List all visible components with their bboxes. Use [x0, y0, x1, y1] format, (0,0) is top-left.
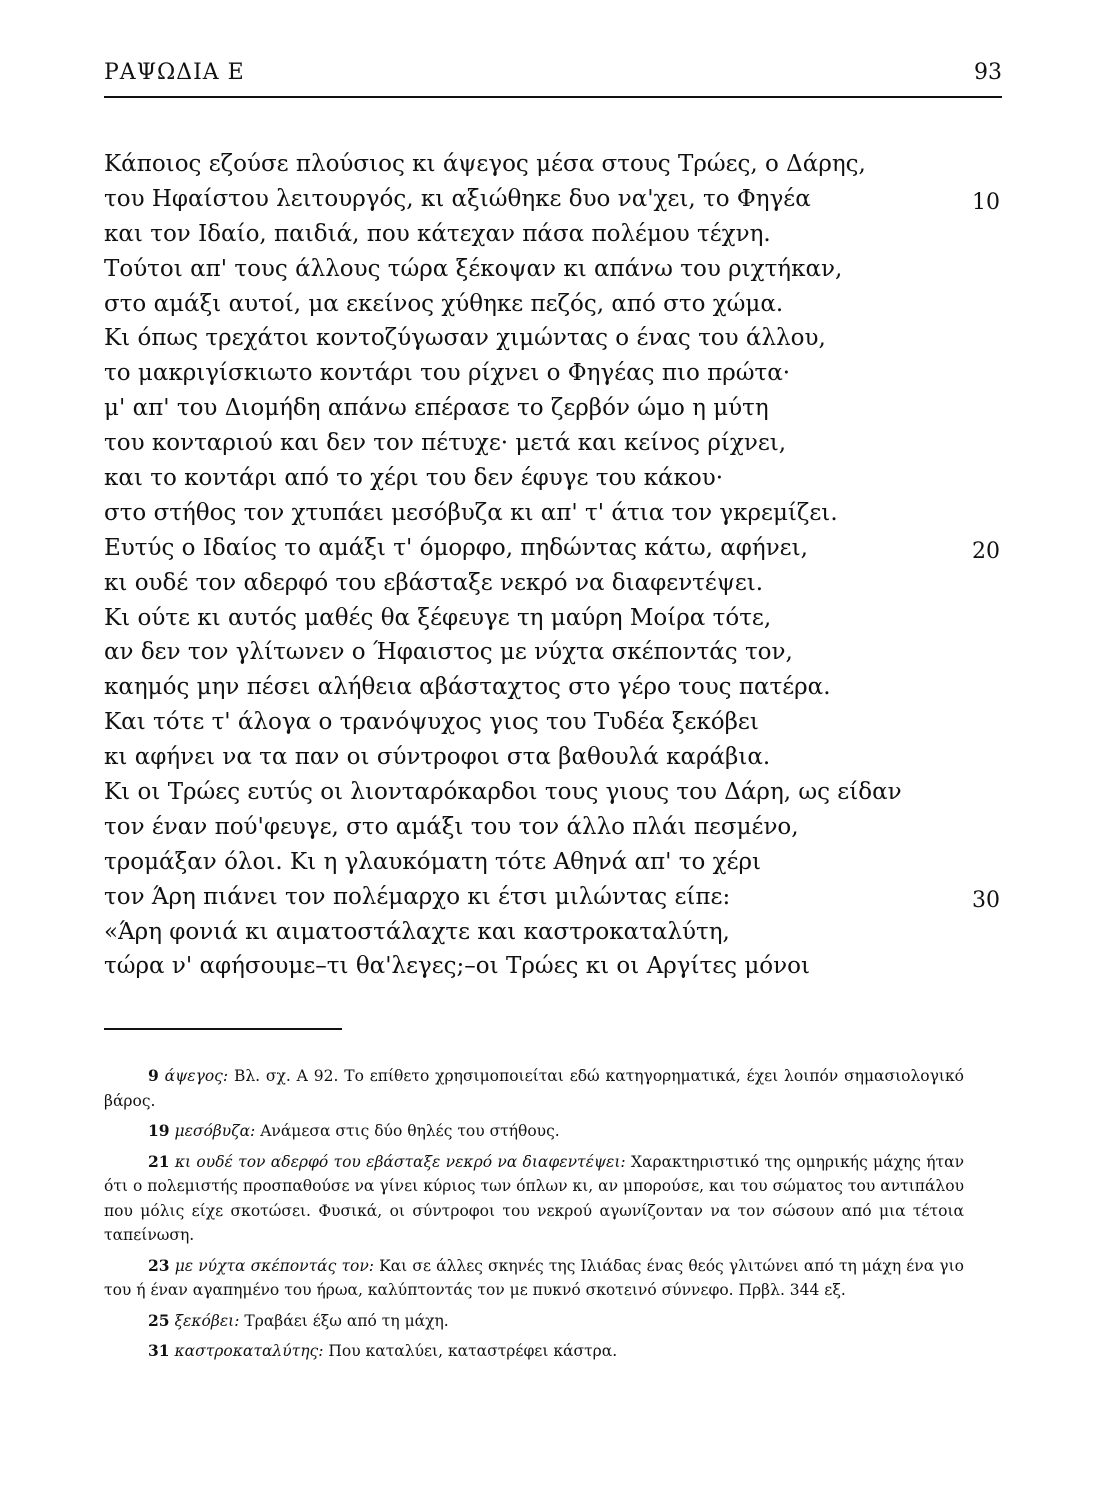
footnote	[104, 1119, 964, 1144]
chapter-title: ΡΑΨΩΔΙΑ Ε	[104, 60, 245, 85]
verse-line: το μακριγίσκιωτο κοντάρι του ρίχνει ο Φηγέας πιο πρώτα·	[104, 360, 791, 387]
verse-line: στο στήθος τον χτυπάει μεσόβυζα κι απ' τ' άτια τον γκρεμίζει.	[104, 499, 838, 526]
header-rule	[104, 96, 1002, 98]
footnote	[104, 1309, 964, 1334]
footnote	[104, 1064, 964, 1113]
verse-line: Κάποιος εζούσε πλούσιος κι άψεγος μέσα στους Τρώες, ο Δάρης,	[104, 151, 866, 177]
running-header	[104, 60, 1002, 96]
footnote-ref: 25	[148, 1310, 170, 1330]
footnote-rule	[104, 1028, 342, 1030]
footnote-text: Που καταλύει, καταστρέφει κάστρα.	[323, 1342, 618, 1360]
verse-line: στο αμάξι αυτοί, μα εκείνος χύθηκε πεζός, από στο χώμα.	[104, 290, 784, 317]
verse-line: Και τότε τ' άλογα ο τρανόψυχος γιος του Τυδέα ξεκόβει	[104, 709, 759, 736]
verse-line: «Άρη φονιά κι αιματοστάλαχτε και καστροκαταλύτη,	[104, 918, 730, 945]
footnote-lemma: ξεκόβει:	[169, 1311, 240, 1330]
verse-number: 20	[972, 538, 1000, 564]
footnote-lemma: κι ουδέ τον αδερφό του εβάσταξε νεκρό να διαφεντέψει:	[169, 1152, 626, 1171]
footnote-text: Ανάμεσα στις δύο θηλές του στήθους.	[255, 1122, 560, 1140]
verse-line: μ' απ' του Διομήδη απάνω επέρασε το ζερβόν ώμο η μύτη	[104, 395, 769, 422]
verse-line: τρομάξαν όλοι. Κι η γλαυκόματη τότε Αθηνά απ' το χέρι	[104, 848, 762, 875]
verse-line: Κι ούτε κι αυτός μαθές θα ξέφευγε τη μαύρη Μοίρα τότε,	[104, 604, 772, 631]
page-number: 93	[974, 60, 1002, 85]
verse-line: κι ουδέ τον αδερφό του εβάσταξε νεκρό να διαφεντέψει.	[104, 569, 764, 596]
footnote-lemma: καστροκαταλύτης:	[169, 1342, 324, 1360]
poem-text	[104, 147, 902, 984]
footnote-ref: 19	[148, 1121, 170, 1140]
verse-line: τον έναν πού'φευγε, στο αμάξι του τον άλλο πλάι πεσμένο,	[104, 813, 799, 840]
verse-line: Ευτύς ο Ιδαίος το αμάξι τ' όμορφο, πηδώντας κάτω, αφήνει,	[104, 534, 808, 561]
footnotes	[104, 1064, 964, 1370]
footnote	[104, 1254, 964, 1303]
footnote-lemma: άψεγος:	[158, 1067, 229, 1085]
verse-number: 30	[972, 887, 1000, 913]
verse-line: τώρα ν' αφήσουμε–τι θα'λεγες;–οι Τρώες κι οι Αργίτες μόνοι	[104, 953, 810, 980]
footnote-lemma: μεσόβυζα:	[169, 1122, 256, 1140]
verse-line: και το κοντάρι από το χέρι του δεν έφυγε του κάκου·	[104, 465, 724, 492]
footnote	[104, 1150, 964, 1248]
footnote	[104, 1339, 964, 1364]
verse-line: του Ηφαίστου λειτουργός, κι αξιώθηκε δυο να'χει, το Φηγέα	[104, 185, 811, 212]
verse-line: και τον Ιδαίο, παιδιά, που κάτεχαν πάσα πολέμου τέχνη.	[104, 220, 771, 247]
verse-line: Κι οι Τρώες ευτύς οι λιονταρόκαρδοι τους γιους του Δάρη, ως είδαν	[104, 779, 902, 806]
footnote-ref: 23	[148, 1255, 170, 1275]
verse-line: καημός μην πέσει αλήθεια αβάσταχτος στο γέρο τους πατέρα.	[104, 674, 831, 701]
verse-number: 10	[972, 189, 1000, 215]
footnote-text: Χαρακτηριστικό της ομηρικής μάχης ήταν ότι ο πολεμιστής προσπαθούσε να γίνει κύριος των όπλων κι, αν μπορούσε, και του σώματος του αντιπάλου που μόλις είχε σκοτώσει. Φυσικά, οι σύντροφοι του νεκρού αγωνίζονταν να τον σώσουν από μια τέτοια ταπείνωση.	[104, 1152, 965, 1244]
verse-line: του κονταριού και δεν τον πέτυχε· μετά και κείνος ρίχνει,	[104, 430, 787, 457]
verse-line: αν δεν τον γλίτωνεν ο Ήφαιστος με νύχτα σκέποντάς τον,	[104, 639, 793, 666]
verse-line: Τούτοι απ' τους άλλους τώρα ξέκοψαν κι απάνω του ριχτήκαν,	[104, 255, 843, 282]
footnote-ref: 21	[148, 1151, 170, 1171]
footnote-text: Βλ. σχ. Α 92. Το επίθετο χρησιμοποιείται εδώ κατηγορηματικά, έχει λοιπόν σημασιολογικό βάρος.	[104, 1067, 964, 1110]
verse-line: κι αφήνει να τα παν οι σύντροφοι στα βαθουλά καράβια.	[104, 744, 771, 771]
footnote-ref: 31	[148, 1341, 170, 1360]
footnote-text: Και σε άλλες σκηνές της Ιλιάδας ένας θεός γλιτώνει από τη μάχη ένα γιο του ή έναν αγαπημένο του ήρωα, καλύπτοντάς τον με πυκνό σκοτεινό σύννεφο. Πρβλ. 344 εξ.	[104, 1256, 964, 1299]
verse-line: τον Άρη πιάνει τον πολέμαρχο κι έτσι μιλώντας είπε:	[104, 883, 731, 910]
footnote-ref: 9	[148, 1066, 159, 1085]
footnote-lemma: με νύχτα σκέποντάς τον:	[169, 1256, 375, 1275]
footnote-text: Τραβάει έξω από τη μάχη.	[239, 1311, 449, 1330]
verse-line: Κι όπως τρεχάτοι κοντοζύγωσαν χιμώντας ο ένας του άλλου,	[104, 325, 826, 352]
